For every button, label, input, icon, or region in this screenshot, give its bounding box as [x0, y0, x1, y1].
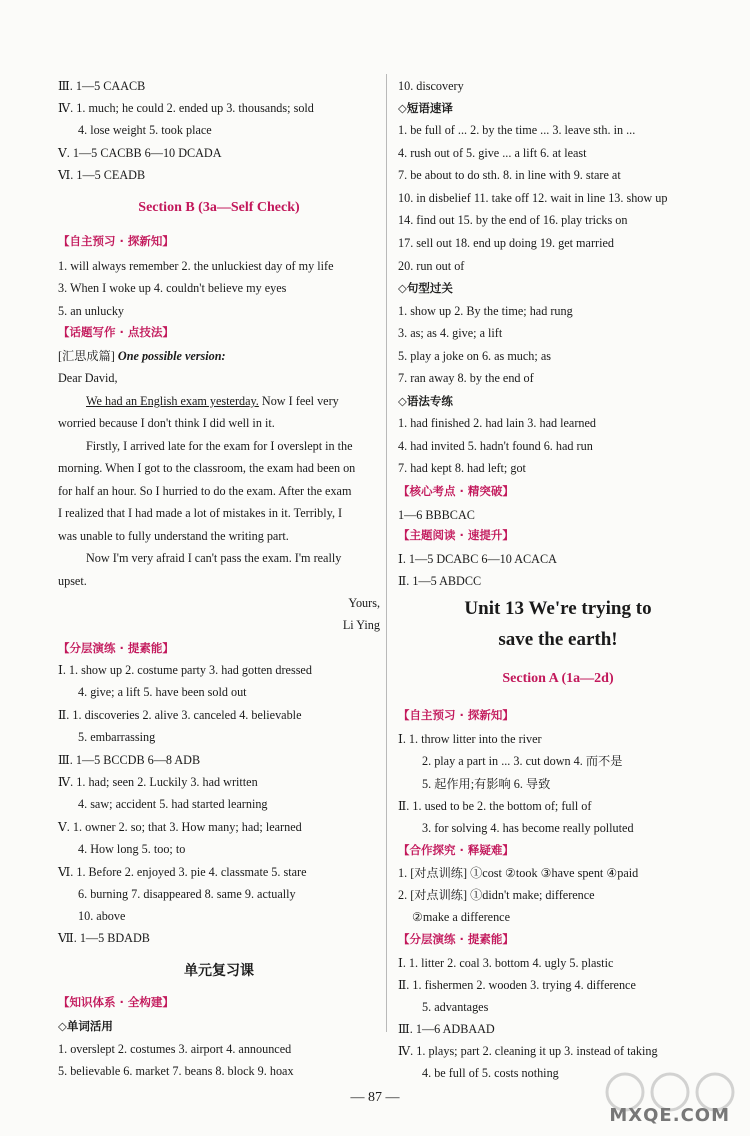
answer-line: Ⅰ. 1. litter 2. coal 3. bottom 4. ugly 5. plastic [398, 956, 614, 970]
answer-line: Ⅲ. 1—5 CAACB [58, 79, 146, 93]
section-header: 【分层演练 · 提素能】 [58, 641, 174, 655]
answer-line: Ⅵ. 1—5 CEADB [58, 168, 146, 182]
letter-line: morning. When I got to the classroom, the exam had been on [58, 461, 356, 475]
answer-line: ②make a difference [412, 910, 510, 924]
letter-text: Now I feel very [258, 394, 339, 408]
answer-line: 5. embarrassing [78, 730, 156, 744]
section-header: 【主题阅读 · 速提升】 [398, 528, 514, 542]
letter-line: Firstly, I arrived late for the exam for I overslept in the [86, 439, 353, 453]
answer-line: 4. give; a lift 5. have been sold out [78, 685, 247, 699]
answer-line: 3. for solving 4. has become really polluted [422, 821, 634, 835]
answer-line: Ⅱ. 1. fishermen 2. wooden 3. trying 4. difference [398, 978, 636, 992]
answer-line: 4. saw; accident 5. had started learning [78, 797, 268, 811]
section-header: 【核心考点 · 精突破】 [398, 484, 514, 498]
answer-line: Ⅳ. 1. much; he could 2. ended up 3. thousands; sold [58, 101, 314, 115]
section-title: Section B (3a—Self Check) [138, 200, 300, 215]
section-header: 【合作探究 · 释疑难】 [398, 843, 514, 857]
answer-line: Ⅳ. 1. had; seen 2. Luckily 3. had written [58, 775, 258, 789]
answer-line: 17. sell out 18. end up doing 19. get married [398, 236, 614, 250]
letter-line: I realized that I had made a lot of mistakes in it. Terribly, I [58, 506, 343, 520]
answer-line: Ⅰ. 1. show up 2. costume party 3. had gotten dressed [58, 663, 312, 677]
column-divider [386, 74, 387, 1032]
unit-title-line1: Unit 13 We're trying to [464, 598, 652, 619]
answer-line: 1. show up 2. By the time; had rung [398, 304, 573, 318]
answer-line: Ⅰ. 1. throw litter into the river [398, 732, 542, 746]
answer-line: Ⅶ. 1—5 BDADB [58, 931, 150, 945]
section-header: 【自主预习 · 探新知】 [58, 234, 174, 248]
sub-header: ◇句型过关 [398, 281, 453, 295]
answer-line: 7. ran away 8. by the end of [398, 371, 534, 385]
answer-line: 5. advantages [422, 1000, 489, 1014]
answer-line: 10. above [78, 909, 126, 923]
answer-line: Ⅲ. 1—6 ADBAAD [398, 1022, 495, 1036]
answer-line: 2. play a part in ... 3. cut down 4. 而不是 [422, 754, 623, 768]
answer-line: 6. burning 7. disappeared 8. same 9. actually [78, 887, 296, 901]
answer-line: Ⅳ. 1. plays; part 2. cleaning it up 3. instead of taking [398, 1044, 658, 1058]
answer-line: 4. rush out of 5. give ... a lift 6. at least [398, 146, 587, 160]
answer-line: Ⅰ. 1—5 DCABC 6—10 ACACA [398, 552, 557, 566]
answer-line: 1. had finished 2. had lain 3. had learned [398, 416, 596, 430]
answer-line: 5. 起作用;有影响 6. 导致 [422, 777, 551, 791]
letter-signature: Li Ying [342, 618, 380, 632]
answer-line: 5. play a joke on 6. as much; as [398, 349, 551, 363]
letter-greeting: Dear David, [58, 371, 118, 385]
answer-line: 5. believable 6. market 7. beans 8. block 9. hoax [58, 1064, 294, 1078]
letter-line: Now I'm very afraid I can't pass the exam. I'm really [86, 551, 342, 565]
section-title: Section A (1a—2d) [502, 671, 614, 686]
answer-line: 1. overslept 2. costumes 3. airport 4. announced [58, 1042, 292, 1056]
answer-line: 3. as; as 4. give; a lift [398, 326, 503, 340]
answer-line: 3. When I woke up 4. couldn't believe my eyes [58, 281, 287, 295]
answer-line: 7. had kept 8. had left; got [398, 461, 526, 475]
writing-version: One possible version: [117, 349, 226, 363]
answer-line: Ⅱ. 1. used to be 2. the bottom of; full of [398, 799, 592, 813]
answer-line: 4. lose weight 5. took place [78, 123, 212, 137]
review-title: 单元复习课 [184, 963, 254, 979]
section-header: 【话题写作 · 点技法】 [58, 325, 174, 339]
sub-header: ◇语法专练 [398, 394, 453, 408]
answer-line: 7. be about to do sth. 8. in line with 9. stare at [398, 168, 621, 182]
letter-underlined: We had an English exam yesterday. [86, 394, 259, 408]
answer-line: 1—6 BBBCAC [398, 508, 475, 522]
section-header: 【知识体系 · 全构建】 [58, 995, 174, 1009]
letter-line: upset. [58, 574, 87, 588]
answer-line: Ⅵ. 1. Before 2. enjoyed 3. pie 4. classmate 5. stare [58, 865, 307, 879]
answer-line: Ⅲ. 1—5 BCCDB 6—8 ADB [58, 753, 201, 767]
letter-closing: Yours, [348, 596, 380, 610]
sub-header: ◇短语速译 [398, 101, 453, 115]
answer-line: 20. run out of [398, 259, 465, 273]
answer-line: Ⅱ. 1. discoveries 2. alive 3. canceled 4. believable [58, 708, 302, 722]
answer-line: Ⅴ. 1. owner 2. so; that 3. How many; had; learned [58, 820, 302, 834]
writing-label-line [58, 348, 226, 364]
answer-line: 14. find out 15. by the end of 16. play tricks on [398, 213, 628, 227]
answer-line: 2. [对点训练] ①didn't make; difference [398, 888, 595, 902]
sub-header: ◇单词活用 [58, 1019, 113, 1033]
section-header: 【分层演练 · 提素能】 [398, 932, 514, 946]
answer-line: 10. in disbelief 11. take off 12. wait in line 13. show up [398, 191, 668, 205]
letter-line: was unable to fully understand the writing part. [58, 529, 289, 543]
answer-line: Ⅴ. 1—5 CACBB 6—10 DCADA [58, 146, 222, 160]
answer-line: 1. be full of ... 2. by the time ... 3. leave sth. in ... [398, 123, 636, 137]
answer-line: Ⅱ. 1—5 ABDCC [398, 574, 482, 588]
watermark-text: MXQE.COM [609, 1105, 730, 1126]
letter-line [58, 393, 380, 409]
letter-line: worried because I don't think I did well in it. [58, 416, 275, 430]
answer-line: 4. How long 5. too; to [78, 842, 186, 856]
answer-line: 5. an unlucky [58, 304, 125, 318]
answer-line: 1. will always remember 2. the unluckiest day of my life [58, 259, 334, 273]
letter-line: for half an hour. So I hurried to do the exam. After the exam [58, 484, 352, 498]
writing-label: [汇思成篇] [58, 349, 115, 363]
unit-title-line2: save the earth! [498, 629, 618, 650]
answer-line: 4. be full of 5. costs nothing [422, 1066, 559, 1080]
page-number: — 87 — [350, 1090, 400, 1105]
answer-line: 1. [对点训练] ①cost ②took ③have spent ④paid [398, 866, 639, 880]
answer-line: 4. had invited 5. hadn't found 6. had run [398, 439, 593, 453]
section-header: 【自主预习 · 探新知】 [398, 708, 514, 722]
answer-line: 10. discovery [398, 79, 464, 93]
